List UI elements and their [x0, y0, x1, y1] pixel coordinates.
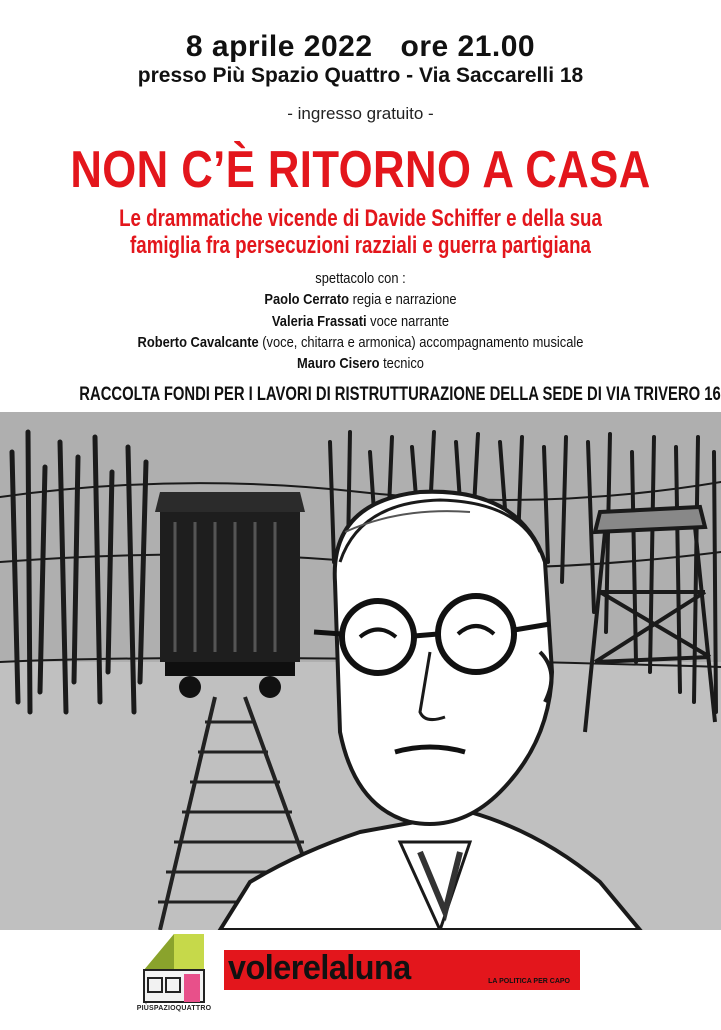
credit-role: (voce, chitarra e armonica) accompagnamento musicale [262, 334, 584, 351]
entry-note: - ingresso gratuito - [287, 104, 434, 123]
credit-name: Valeria Frassati [271, 313, 367, 330]
credit-line [50, 313, 670, 330]
credits-intro: spettacolo con : [315, 270, 406, 287]
event-date: 8 aprile 2022 [185, 30, 373, 63]
volere-logo-word: volerelaluna [228, 949, 411, 987]
credit-line [50, 334, 670, 351]
credit-role: regia e narrazione [352, 291, 457, 308]
sketch-illustration [0, 412, 721, 930]
event-time: ore 21.00 [400, 30, 536, 63]
credit-role: voce narrante [370, 313, 450, 330]
volere-la-luna-logo [224, 950, 580, 990]
volere-logo-tagline: LA POLITICA PER CAPO [488, 978, 570, 985]
show-subtitle-line-1: Le drammatiche vicende di Davide Schiffer e della sua [119, 205, 602, 232]
show-title: NON C’È RITORNO A CASA [70, 141, 651, 199]
credit-name: Roberto Cavalcante [137, 334, 259, 351]
credit-line [50, 355, 670, 372]
event-datetime [0, 30, 721, 64]
train-wagon [155, 492, 305, 698]
credit-line [50, 291, 670, 308]
piu-logo-text: PIÙSPAZIOQUATTRO [136, 1005, 212, 1012]
event-venue: presso Più Spazio Quattro - Via Saccarelli 18 [137, 64, 584, 87]
credit-name: Mauro Cisero [297, 355, 380, 372]
fundraising-banner: RACCOLTA FONDI PER I LAVORI DI RISTRUTTURAZIONE DELLA SEDE DI VIA TRIVERO 16 [79, 384, 721, 405]
credit-name: Paolo Cerrato [264, 291, 349, 308]
show-subtitle-line-2: famiglia fra persecuzioni razziali e guerra partigiana [130, 232, 591, 259]
credit-role: tecnico [383, 355, 424, 372]
